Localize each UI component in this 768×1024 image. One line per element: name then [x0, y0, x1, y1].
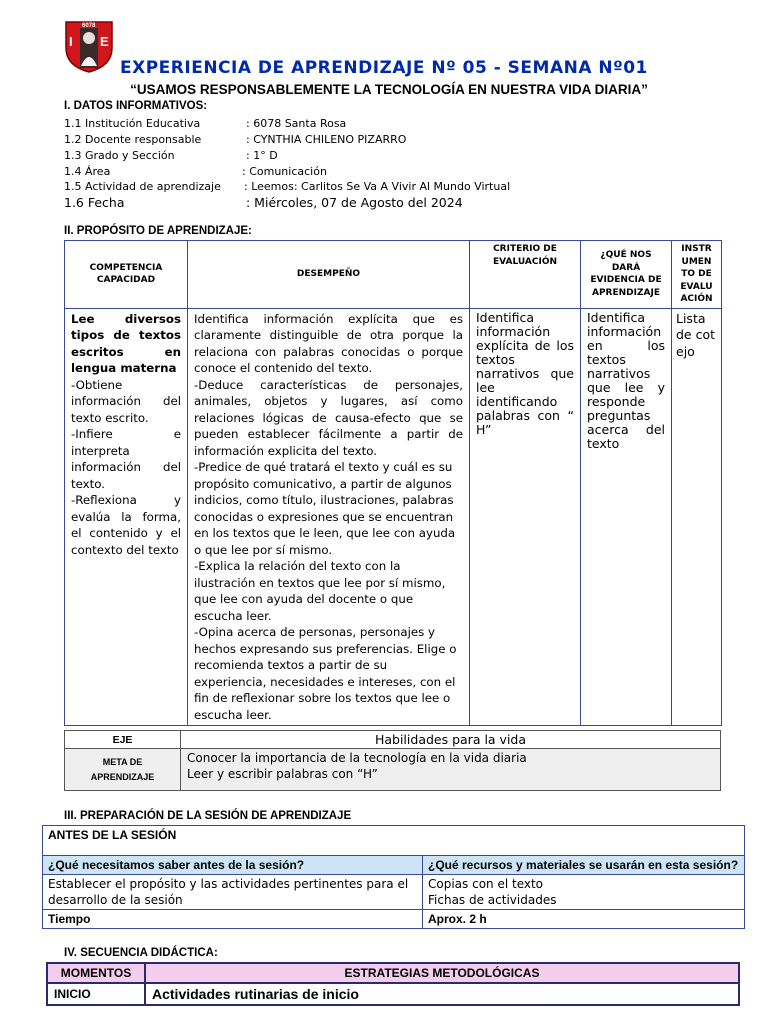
meta-label: META DE APRENDIZAJE: [65, 749, 181, 791]
datos-label: 1.6 Fecha: [64, 195, 125, 210]
svg-text:E: E: [100, 34, 109, 49]
desempeno-item: -Opina acerca de personas, personajes y hechos expresando sus preferencias. Elige o recomienda textos a partir de su experiencia, necesidades e intereses, con el fin de reflexionar sobre los textos que lee o escucha leer.: [194, 625, 457, 722]
preparacion-table: [42, 825, 745, 929]
datos-label: 1.2 Docente responsable: [64, 133, 202, 146]
recurso-item: Fichas de actividades: [428, 893, 557, 907]
svg-text:6078: 6078: [82, 23, 96, 29]
datos-label: 1.5 Actividad de aprendizaje: [64, 180, 221, 193]
datos-value: : Miércoles, 07 de Agosto del 2024: [246, 195, 463, 210]
preparacion-heading: III. PREPARACIÓN DE LA SESIÓN DE APRENDIZAJE: [64, 810, 352, 822]
datos-label: 1.3 Grado y Sección: [64, 149, 175, 162]
header-evidencia: ¿QUÉ NOS DARÁ EVIDENCIA DE APRENDIZAJE: [581, 241, 672, 309]
header-desempeno: DESEMPEÑO: [188, 241, 470, 309]
desempeno-item: -Explica la relación del texto con la ilustración en textos que lee por sí mismo, que lee con ayuda del docente o que escucha leer.: [194, 559, 446, 623]
competencia-cell: [65, 308, 188, 726]
tiempo-value: Aprox. 2 h: [423, 910, 745, 929]
desempeno-cell: [188, 308, 470, 726]
answer-recursos: [423, 875, 745, 910]
question-saber: ¿Qué necesitamos saber antes de la sesión?: [43, 856, 423, 875]
datos-value: : CYNTHIA CHILENO PIZARRO: [246, 133, 407, 146]
datos-value: : 1° D: [246, 149, 278, 162]
meta-line: Conocer la importancia de la tecnología en la vida diaria: [187, 751, 527, 765]
page-title: EXPERIENCIA DE APRENDIZAJE Nº 05 - SEMANA Nº01: [120, 58, 648, 78]
capacidad-item: -Reflexiona y evalúa la forma, el contenido y el contexto del texto: [71, 493, 181, 557]
desempeno-item: -Deduce características de personajes, animales, objetos y lugares, así como relaciones lógicas de causa-efecto que se pueden establecer fácilmente a partir de información explicita del texto.: [194, 377, 463, 458]
proposito-table: [64, 240, 722, 726]
school-logo: [60, 18, 118, 74]
svg-text:I: I: [69, 34, 73, 49]
criterio-cell: Identifica información explícita de los textos narrativos que lee identificando palabras con “ H”: [470, 308, 581, 726]
datos-value: : 6078 Santa Rosa: [246, 117, 347, 130]
competencia-title: Lee diversos tipos de textos escritos en lengua materna: [71, 311, 181, 376]
estrategias-header: ESTRATEGIAS METODOLÓGICAS: [145, 963, 739, 983]
datos-label: 1.4 Área: [64, 165, 111, 178]
answer-saber: Establecer el propósito y las actividades pertinentes para el desarrollo de la sesión: [43, 875, 423, 910]
momentos-header: MOMENTOS: [47, 963, 145, 983]
datos-value: : Leemos: Carlitos Se Va A Vivir Al Mundo Virtual: [244, 180, 511, 193]
momento-inicio: INICIO: [47, 983, 145, 1005]
datos-value: : Comunicación: [242, 165, 327, 178]
header-competencia: COMPETENCIA CAPACIDAD: [65, 241, 188, 309]
secuencia-heading: IV. SECUENCIA DIDÁCTICA:: [64, 947, 218, 959]
meta-cell: [181, 749, 721, 791]
datos-heading: I. DATOS INFORMATIVOS:: [64, 100, 208, 112]
secuencia-table: [46, 962, 740, 1006]
datos-list: [64, 117, 714, 217]
tiempo-label: Tiempo: [43, 910, 423, 929]
desempeno-item: -Predice de qué tratará el texto y cuál es su propósito comunicativo, a partir de algunos indicios, como título, ilustraciones, palabras conocidas o expresiones que se encuentran en los textos que le leen, que lee con ayuda o que lee por sí mismo.: [194, 460, 456, 557]
datos-label: 1.1 Institución Educativa: [64, 117, 201, 130]
eje-table: [64, 730, 721, 791]
meta-line: Leer y escribir palabras con “H”: [187, 767, 378, 781]
question-recursos: ¿Qué recursos y materiales se usarán en esta sesión?: [423, 856, 745, 875]
instrumento-cell: Lista de cotejo: [672, 308, 722, 726]
capacidad-item: -Infiere e interpreta información del texto.: [71, 427, 181, 491]
desempeno-item: Identifica información explícita que es claramente distinguible de otra porque la relaciona con palabras conocidas o porque conoce el contenido del texto.: [194, 311, 463, 376]
header-criterio: CRITERIO DE EVALUACIÓN: [470, 241, 581, 309]
eje-label: EJE: [65, 731, 181, 749]
header-instrumento: INSTR UMEN TO DE EVALU ACIÓN: [672, 241, 722, 309]
proposito-heading: II. PROPÓSITO DE APRENDIZAJE:: [64, 225, 252, 237]
page-subtitle: “USAMOS RESPONSABLEMENTE LA TECNOLOGÍA EN NUESTRA VIDA DIARIA”: [130, 82, 648, 97]
antes-label: ANTES DE LA SESIÓN: [43, 826, 745, 856]
recurso-item: Copias con el texto: [428, 877, 544, 891]
evidencia-cell: Identifica información en los textos narrativos que lee y responde preguntas acerca del texto: [581, 308, 672, 726]
capacidad-item: -Obtiene información del texto escrito.: [71, 377, 181, 425]
eje-value: Habilidades para la vida: [181, 731, 721, 749]
estrategia-inicio: Actividades rutinarias de inicio: [145, 983, 739, 1005]
